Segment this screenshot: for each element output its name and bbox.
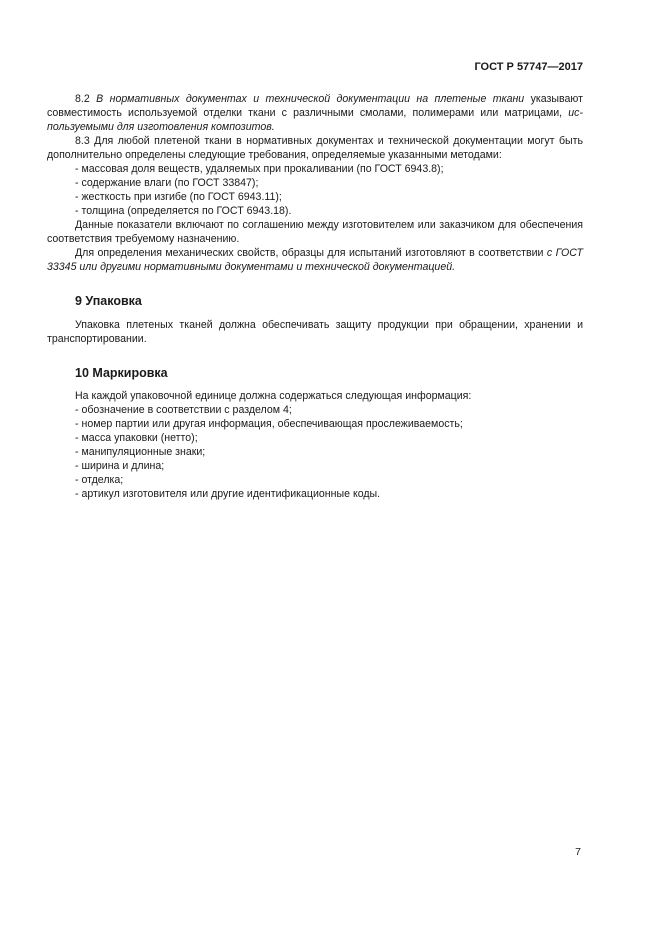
section-heading-9: 9 Упаковка xyxy=(75,294,142,308)
list-item: - отделка; xyxy=(75,474,124,486)
list-item: - манипуляционные знаки; xyxy=(75,446,206,458)
paragraph-8-2 xyxy=(47,92,583,134)
list-item: - обозначение в соответствии с разделом 4; xyxy=(75,404,292,416)
paragraph-text: указывают совместимость используемой отделки ткани с различными смолами, полимерами или матрицами, xyxy=(47,93,583,119)
section-heading-10: 10 Маркировка xyxy=(75,366,168,380)
list-item: - номер партии или другая информация, обеспечивающая прослеживаемость; xyxy=(75,418,463,430)
standard-code-header: ГОСТ Р 57747—2017 xyxy=(474,61,583,73)
document-body xyxy=(47,92,583,501)
list-item: - ширина и длина; xyxy=(75,460,165,472)
list-item: - артикул изготовителя или другие идентификационные коды. xyxy=(75,488,381,500)
paragraph-marking-intro: На каждой упаковочной единице должна содержаться следующая информация: xyxy=(75,390,472,402)
paragraph-mechanical xyxy=(47,246,583,274)
list-item: - масса упаковки (нетто); xyxy=(75,432,198,444)
italic-phrase: используемыми для изготовления композитов. xyxy=(47,107,583,133)
paragraph-note: Данные показатели включают по соглашению между изготовителем или заказчиком для обеспечения соответствия требуемому назначению. xyxy=(47,219,583,245)
clause-number: 8.2 xyxy=(75,93,90,105)
paragraph-text: Для определения механических свойств, образцы для испытаний изготовляют в соответствии xyxy=(75,247,544,259)
italic-phrase: В нормативных документах и технической документации на плетеные ткани xyxy=(96,93,525,105)
paragraph-8-3: 8.3 Для любой плетеной ткани в нормативных документах и технической документации могут быть дополнительно определены следующие требования, определяемые указанными методами: xyxy=(47,135,583,161)
list-item: - содержание влаги (по ГОСТ 33847); xyxy=(75,177,259,189)
list-item: - массовая доля веществ, удаляемых при прокаливании (по ГОСТ 6943.8); xyxy=(75,163,444,175)
italic-phrase: с ГОСТ 33345 или другими нормативными документами и технической документацией. xyxy=(47,247,583,273)
list-item: - жесткость при изгибе (по ГОСТ 6943.11); xyxy=(75,191,282,203)
page-number: 7 xyxy=(575,846,581,858)
paragraph-packaging: Упаковка плетеных тканей должна обеспечивать защиту продукции при обращении, хранении и транспортировании. xyxy=(47,319,583,345)
list-item: - толщина (определяется по ГОСТ 6943.18). xyxy=(75,205,292,217)
